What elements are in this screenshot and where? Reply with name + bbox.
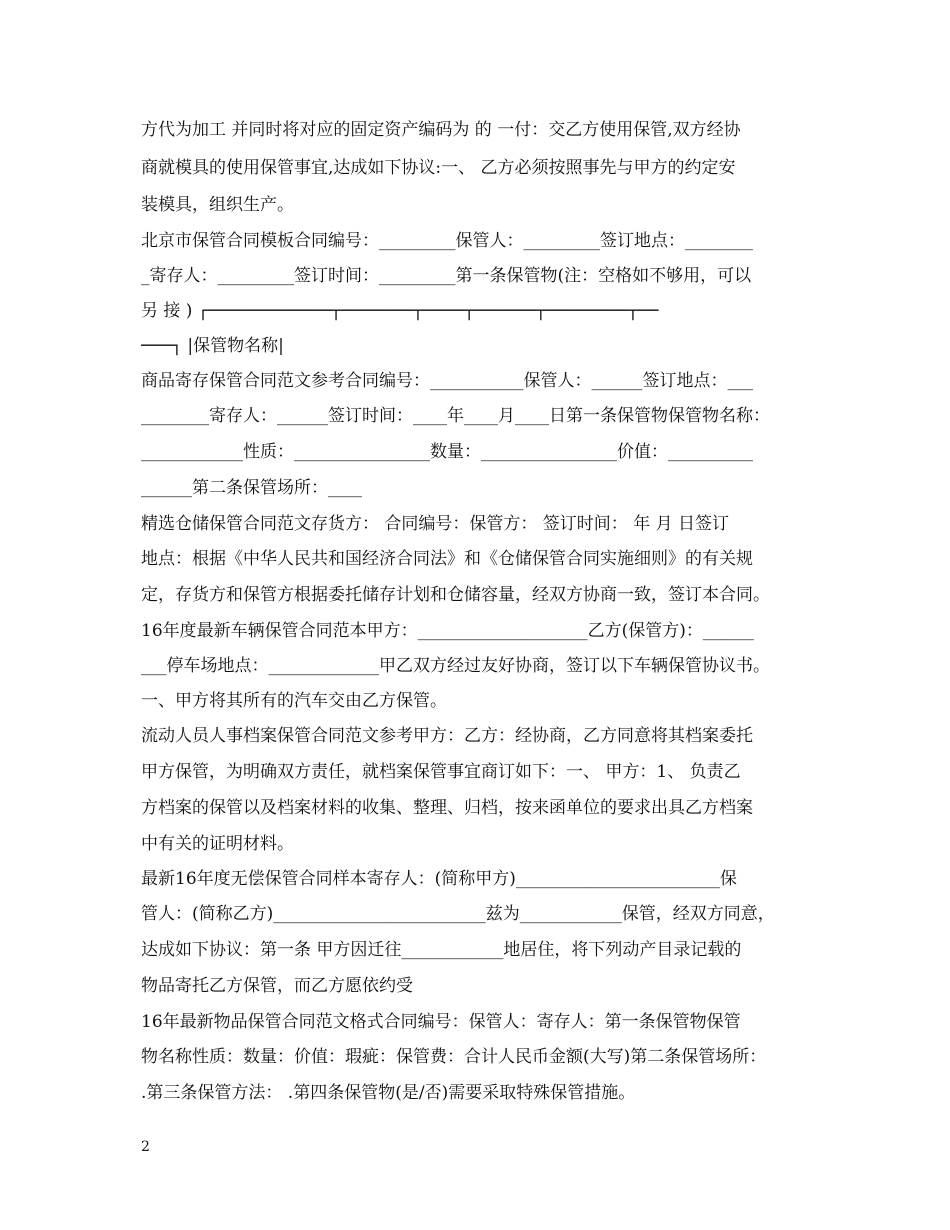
text-line: 地点：根据《中华人民共和国经济合同法》和《仓储保管合同实施细则》的有关规 [141,549,753,569]
text-line: _寄存人：_________签订时间：_________第一条保管物(注：空格如不够用，可以 [141,266,752,286]
text-line: 北京市保管合同模板合同编号：_________保管人：_________签订地点：________ [141,231,753,251]
page-number: 2 [141,1139,150,1155]
text-line: 商就模具的使用保管事宜,达成如下协议:一、 乙方必须按照事先与甲方的约定安 [141,158,736,178]
text-line: .第三条保管方法： .第四条保管物(是/否)需要采取特殊保管措施。 [141,1083,636,1103]
text-line: 甲方保管，为明确双方责任，就档案保管事宜商订如下：一、 甲方：1、 负责乙 [141,762,741,782]
text-line: 一、甲方将其所有的汽车交由乙方保管。 [141,691,447,711]
text-line: 另 接 ) ┌────────────┬───────┬────┬──────┬────────┬── [141,301,659,321]
text-line: 物品寄托乙方保管，而乙方愿依约受 [141,976,413,996]
text-line: 方档案的保管以及档案材料的收集、整理、归档，按来函单位的要求出具乙方档案 [141,798,753,818]
text-line: ───┐ |保管物名称| [141,336,284,356]
text-line: 定，存货方和保管方根据委托储存计划和仓储容量，经双方协商一致，签订本合同。 [141,585,770,605]
text-line: 达成如下协议：第一条 甲方因迁往____________地居住，将下列动产目录记载的 [141,940,742,960]
text-line: 物名称性质：数量：价值：瑕疵：保管费：合计人民币金额(大写)第二条保管场所： [141,1047,767,1067]
text-line: 流动人员人事档案保管合同范文参考甲方：乙方：经协商，乙方同意将其档案委托 [141,726,753,746]
text-line: 装模具，组织生产。 [141,195,294,215]
text-line: 16年度最新车辆保管合同范本甲方：____________________乙方(保管方)：______ [141,621,754,641]
text-line: ___停车场地点：_____________甲乙双方经过友好协商，签订以下车辆保管协议书。 [141,656,770,676]
text-line: ____________性质：________________数量：________________价值：__________ [141,442,753,462]
text-line: 16年最新物品保管合同范文格式合同编号：保管人：寄存人：第一条保管物保管 [141,1012,741,1032]
text-line: ________寄存人：______签订时间：____年____月____日第一条保管物保管物名称： [141,406,770,426]
text-line: 精选仓储保管合同范文存货方： 合同编号：保管方： 签订时间： 年 月 日签订 [141,514,730,534]
text-line: ______第二条保管场所：____ [141,478,362,498]
text-line: 商品寄存保管合同范文参考合同编号：___________保管人：______签订地点：___ [141,371,753,391]
text-line: 管人：(简称乙方)_________________________兹为____________保管，经双方同意， [141,904,775,924]
text-line: 中有关的证明材料。 [141,834,294,854]
text-line: 最新16年度无偿保管合同样本寄存人：(简称甲方)________________________保 [141,869,737,889]
text-line: 方代为加工 并同时将对应的固定资产编码为 的 一付：交乙方使用保管,双方经协 [141,120,741,140]
